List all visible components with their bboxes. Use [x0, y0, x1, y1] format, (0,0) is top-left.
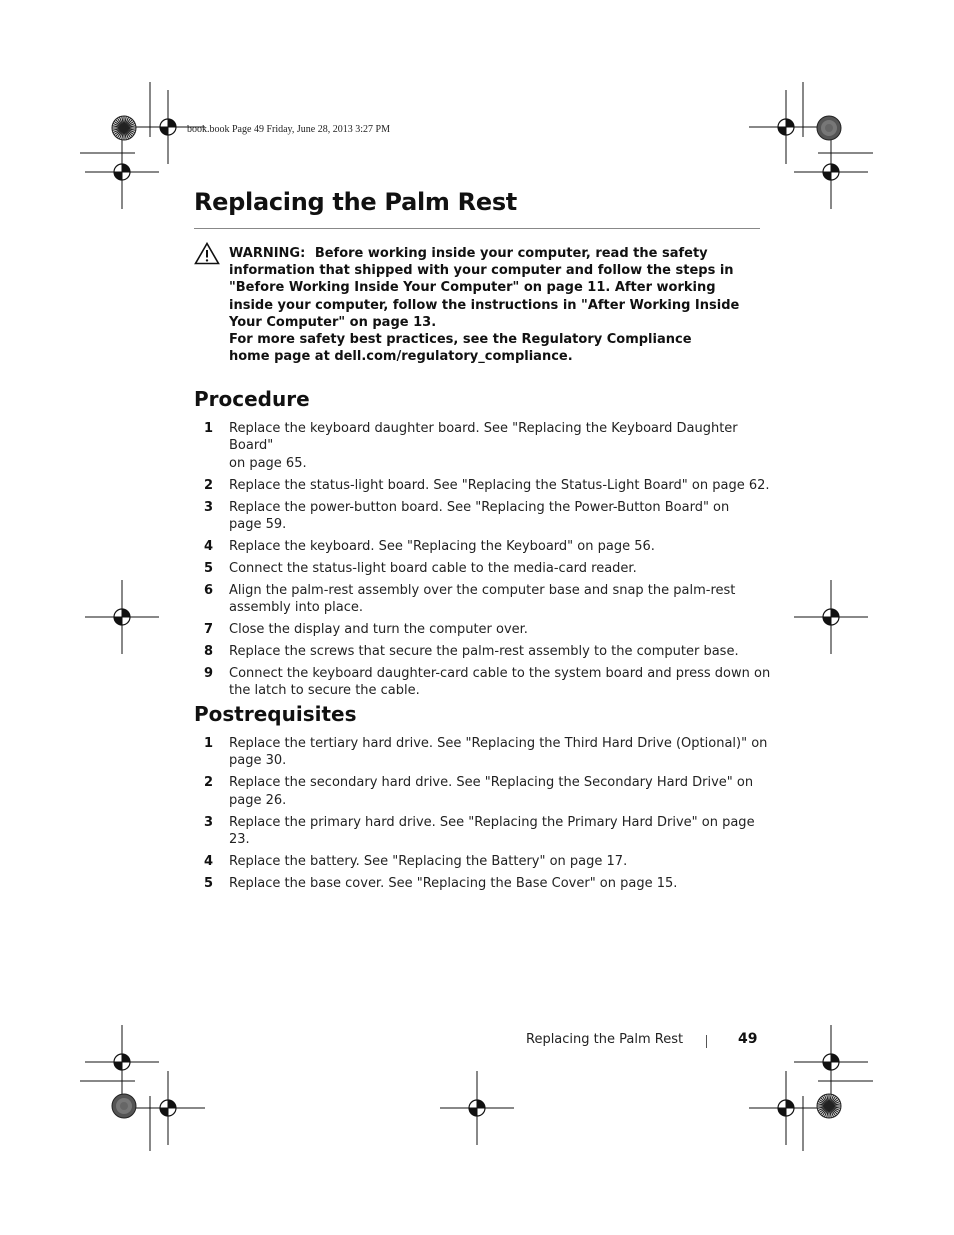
step-number: 3: [203, 814, 213, 830]
registration-mark-icon: [85, 135, 159, 209]
postrequisite-step: [194, 735, 774, 770]
postrequisite-step: [194, 774, 774, 809]
postrequisites-heading: Postrequisites: [194, 702, 357, 726]
step-text: page 59.: [229, 517, 287, 533]
procedure-heading: Procedure: [194, 387, 310, 411]
density-dot-icon: [112, 1094, 136, 1118]
step-text: Close the display and turn the computer over.: [229, 622, 528, 638]
warning-line: inside your computer, follow the instructions in "After Working Inside: [229, 297, 740, 313]
registration-mark-icon: [85, 1025, 159, 1099]
warning-line: home page at dell.com/regulatory_compliance.: [229, 349, 573, 365]
footer-section-title: Replacing the Palm Rest: [526, 1032, 684, 1047]
step-text: page 26.: [229, 792, 287, 808]
step-text: Replace the keyboard. See "Replacing the Keyboard" on page 56.: [229, 538, 655, 554]
title-rule: [194, 228, 760, 229]
registration-mark-icon: [749, 90, 823, 164]
step-number: 7: [203, 622, 213, 638]
step-text: Align the palm-rest assembly over the computer base and snap the palm-rest: [229, 582, 736, 598]
step-number: 4: [203, 538, 213, 554]
procedure-step: [194, 643, 774, 660]
step-number: 5: [203, 875, 213, 891]
step-number: 1: [203, 736, 213, 751]
star-target-icon: [817, 1094, 841, 1118]
page-title: Replacing the Palm Rest: [194, 188, 517, 216]
procedure-step: [194, 582, 774, 617]
step-number: 2: [203, 775, 213, 791]
step-text: Replace the battery. See "Replacing the Battery" on page 17.: [229, 853, 628, 869]
registration-mark-icon: [794, 580, 868, 654]
step-text: Connect the keyboard daughter-card cable to the system board and press down on: [229, 665, 771, 681]
step-text: assembly into place.: [229, 600, 364, 616]
step-number: 4: [203, 853, 213, 869]
step-number: 8: [203, 643, 213, 659]
step-text: Replace the base cover. See "Replacing the Base Cover" on page 15.: [229, 875, 678, 891]
step-text: Replace the status-light board. See "Replacing the Status-Light Board" on page 62.: [229, 477, 770, 493]
footer-separator: [706, 1035, 707, 1048]
step-number: 2: [203, 477, 213, 493]
procedure-step: [194, 538, 774, 555]
registration-mark-icon: [749, 1071, 823, 1145]
star-target-icon: [112, 116, 136, 140]
step-number: 1: [203, 421, 213, 436]
warning-line: "Before Working Inside Your Computer" on page 11. After working: [229, 280, 716, 296]
procedure-step: [194, 665, 774, 700]
step-text: Replace the secondary hard drive. See "Replacing the Secondary Hard Drive" on: [229, 775, 754, 791]
procedure-step: [194, 477, 774, 494]
warning-line: information that shipped with your computer and follow the steps in: [229, 263, 734, 279]
warning-line: For more safety best practices, see the Regulatory Compliance: [229, 332, 692, 348]
density-dot-icon: [817, 116, 841, 140]
procedure-steps: [194, 420, 774, 704]
step-text: page 30.: [229, 753, 287, 769]
procedure-step: [194, 621, 774, 638]
registration-mark-icon: [794, 1025, 868, 1099]
procedure-step: [194, 499, 774, 534]
warning-triangle-icon: [194, 242, 220, 265]
registration-mark-icon: [794, 135, 868, 209]
step-text: Replace the power-button board. See "Replacing the Power-Button Board" on: [229, 499, 730, 515]
step-text: Replace the tertiary hard drive. See "Replacing the Third Hard Drive (Optional)" on: [229, 736, 768, 751]
step-number: 9: [203, 665, 213, 681]
step-text: on page 65.: [229, 455, 307, 471]
print-slug: book.book Page 49 Friday, June 28, 2013 3:27 PM: [187, 124, 390, 135]
postrequisites-steps: [194, 735, 774, 897]
step-text: Connect the status-light board cable to the media-card reader.: [229, 560, 637, 576]
postrequisite-step: [194, 875, 774, 892]
page-number: 49: [738, 1031, 758, 1047]
step-text: Replace the keyboard daughter board. See "Replacing the Keyboard Daughter Board": [229, 421, 738, 454]
postrequisite-step: [194, 814, 774, 849]
postrequisite-step: [194, 853, 774, 870]
warning-label: WARNING:: [229, 246, 306, 261]
step-text: Replace the primary hard drive. See "Replacing the Primary Hard Drive" on page 23.: [229, 814, 755, 848]
warning-line: Your Computer" on page 13.: [229, 314, 437, 330]
registration-mark-icon: [85, 580, 159, 654]
warning-line: Before working inside your computer, read the safety: [314, 246, 708, 261]
registration-mark-icon: [131, 1071, 205, 1145]
step-number: 5: [203, 560, 213, 576]
step-text: Replace the screws that secure the palm-rest assembly to the computer base.: [229, 643, 739, 659]
step-number: 3: [203, 499, 213, 515]
warning-block: [229, 245, 769, 365]
procedure-step: [194, 420, 774, 472]
step-number: 6: [203, 582, 213, 598]
step-text: the latch to secure the cable.: [229, 683, 420, 699]
registration-mark-icon: [440, 1071, 514, 1145]
procedure-step: [194, 560, 774, 577]
